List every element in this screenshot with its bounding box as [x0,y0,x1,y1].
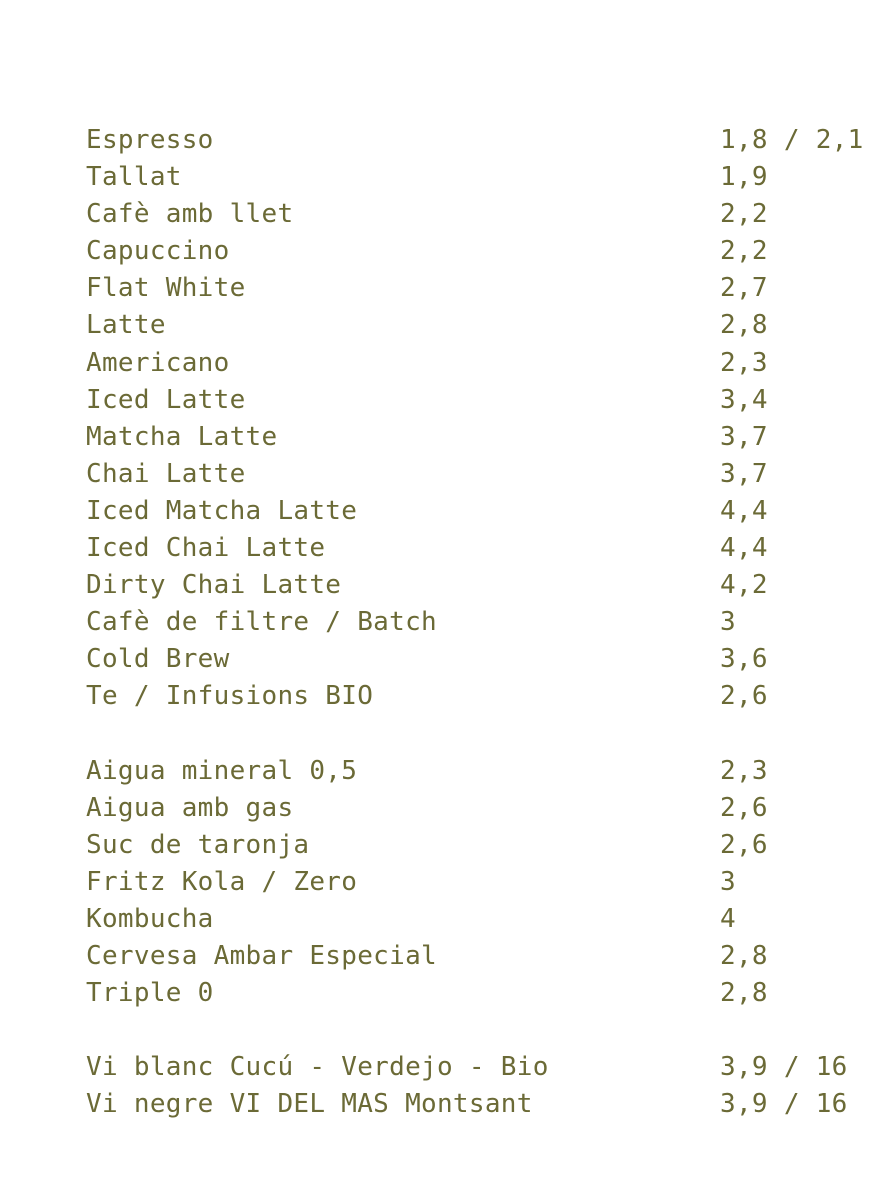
menu-item-price: 2,2 [720,236,768,267]
menu-item-name: Cafè amb llet [86,199,294,230]
menu-item [86,604,876,641]
menu-item [86,233,876,270]
menu-item [86,975,876,1012]
menu-item-price: 1,8 / 2,1 [720,125,864,155]
menu-item-price: 2,3 [720,755,768,786]
menu-item-name: Latte [86,310,166,341]
menu-item-price: 3 [720,866,736,897]
menu-item-price: 4,4 [720,533,768,564]
menu-item [86,1086,876,1123]
menu-item-name: Flat White [86,273,246,304]
menu-item-name: Chai Latte [86,458,246,489]
menu-item-price: 2,8 [720,940,768,971]
menu-item-price: 2,8 [720,978,768,1009]
menu-item-price: 4 [720,903,736,934]
menu-item-price: 3,4 [720,384,768,415]
menu-item-price: 2,3 [720,347,768,378]
menu-item-price: 2,6 [720,792,768,823]
menu-item-price: 2,7 [720,273,768,304]
menu-item-price: 2,6 [720,829,768,860]
menu-item [86,456,876,493]
menu-item [86,270,876,307]
menu-item [86,493,876,530]
menu-item-price: 2,8 [720,310,768,341]
menu-item-name: Tallat [86,162,182,193]
menu-item [86,938,876,975]
menu-item-name: Vi negre VI DEL MAS Montsant [86,1089,533,1120]
menu-item-price: 2,2 [720,199,768,230]
menu-item-price: 3,9 / 16 [720,1089,848,1120]
menu-item [86,307,876,344]
menu-item-name: Kombucha [86,903,214,934]
menu-item-name: Fritz Kola / Zero [86,866,358,897]
menu-item [86,345,876,382]
menu-item [86,901,876,938]
menu-item-name: Te / Infusions BIO [86,681,374,712]
menu-item [86,419,876,456]
menu-item-price: 3,9 / 16 [720,1052,848,1083]
menu-item-name: Suc de taronja [86,829,310,860]
menu-item-name: Matcha Latte [86,421,278,452]
menu-section [86,753,876,1013]
menu-item-price: 2,6 [720,681,768,712]
menu-item-name: Cafè de filtre / Batch [86,607,437,638]
menu-item-price: 3,6 [720,644,768,675]
menu-item-name: Vi blanc Cucú - Verdejo - Bio [86,1052,549,1083]
menu-item-name: Cold Brew [86,644,230,675]
menu-item [86,122,876,159]
menu-item-name: Aigua mineral 0,5 [86,755,358,786]
menu-item-name: Capuccino [86,236,230,267]
menu-item [86,753,876,790]
menu-item [86,159,876,196]
menu-item-price: 3 [720,607,736,638]
menu-item [86,641,876,678]
menu-item-name: Cervesa Ambar Especial [86,940,437,971]
menu-item-price: 4,2 [720,570,768,601]
menu-item-name: Dirty Chai Latte [86,570,342,601]
menu-item [86,382,876,419]
menu-item-price: 3,7 [720,458,768,489]
menu-item [86,864,876,901]
menu-item-name: Iced Matcha Latte [86,495,358,526]
menu-item [86,567,876,604]
menu-item [86,530,876,567]
menu-item-price: 3,7 [720,421,768,452]
menu-item [86,1049,876,1086]
menu-item [86,678,876,715]
menu-item-price: 4,4 [720,495,768,526]
menu-item-name: Espresso [86,125,214,155]
menu-item [86,790,876,827]
menu-list [86,122,876,1123]
menu-item-name: Americano [86,347,230,378]
menu-section [86,1049,876,1123]
menu-item-price: 1,9 [720,162,768,193]
menu-item-name: Iced Latte [86,384,246,415]
menu-item [86,196,876,233]
menu-item-name: Aigua amb gas [86,792,294,823]
menu-item-name: Iced Chai Latte [86,533,326,564]
menu-item [86,827,876,864]
menu-item-name: Triple 0 [86,978,214,1009]
menu-section [86,122,876,716]
